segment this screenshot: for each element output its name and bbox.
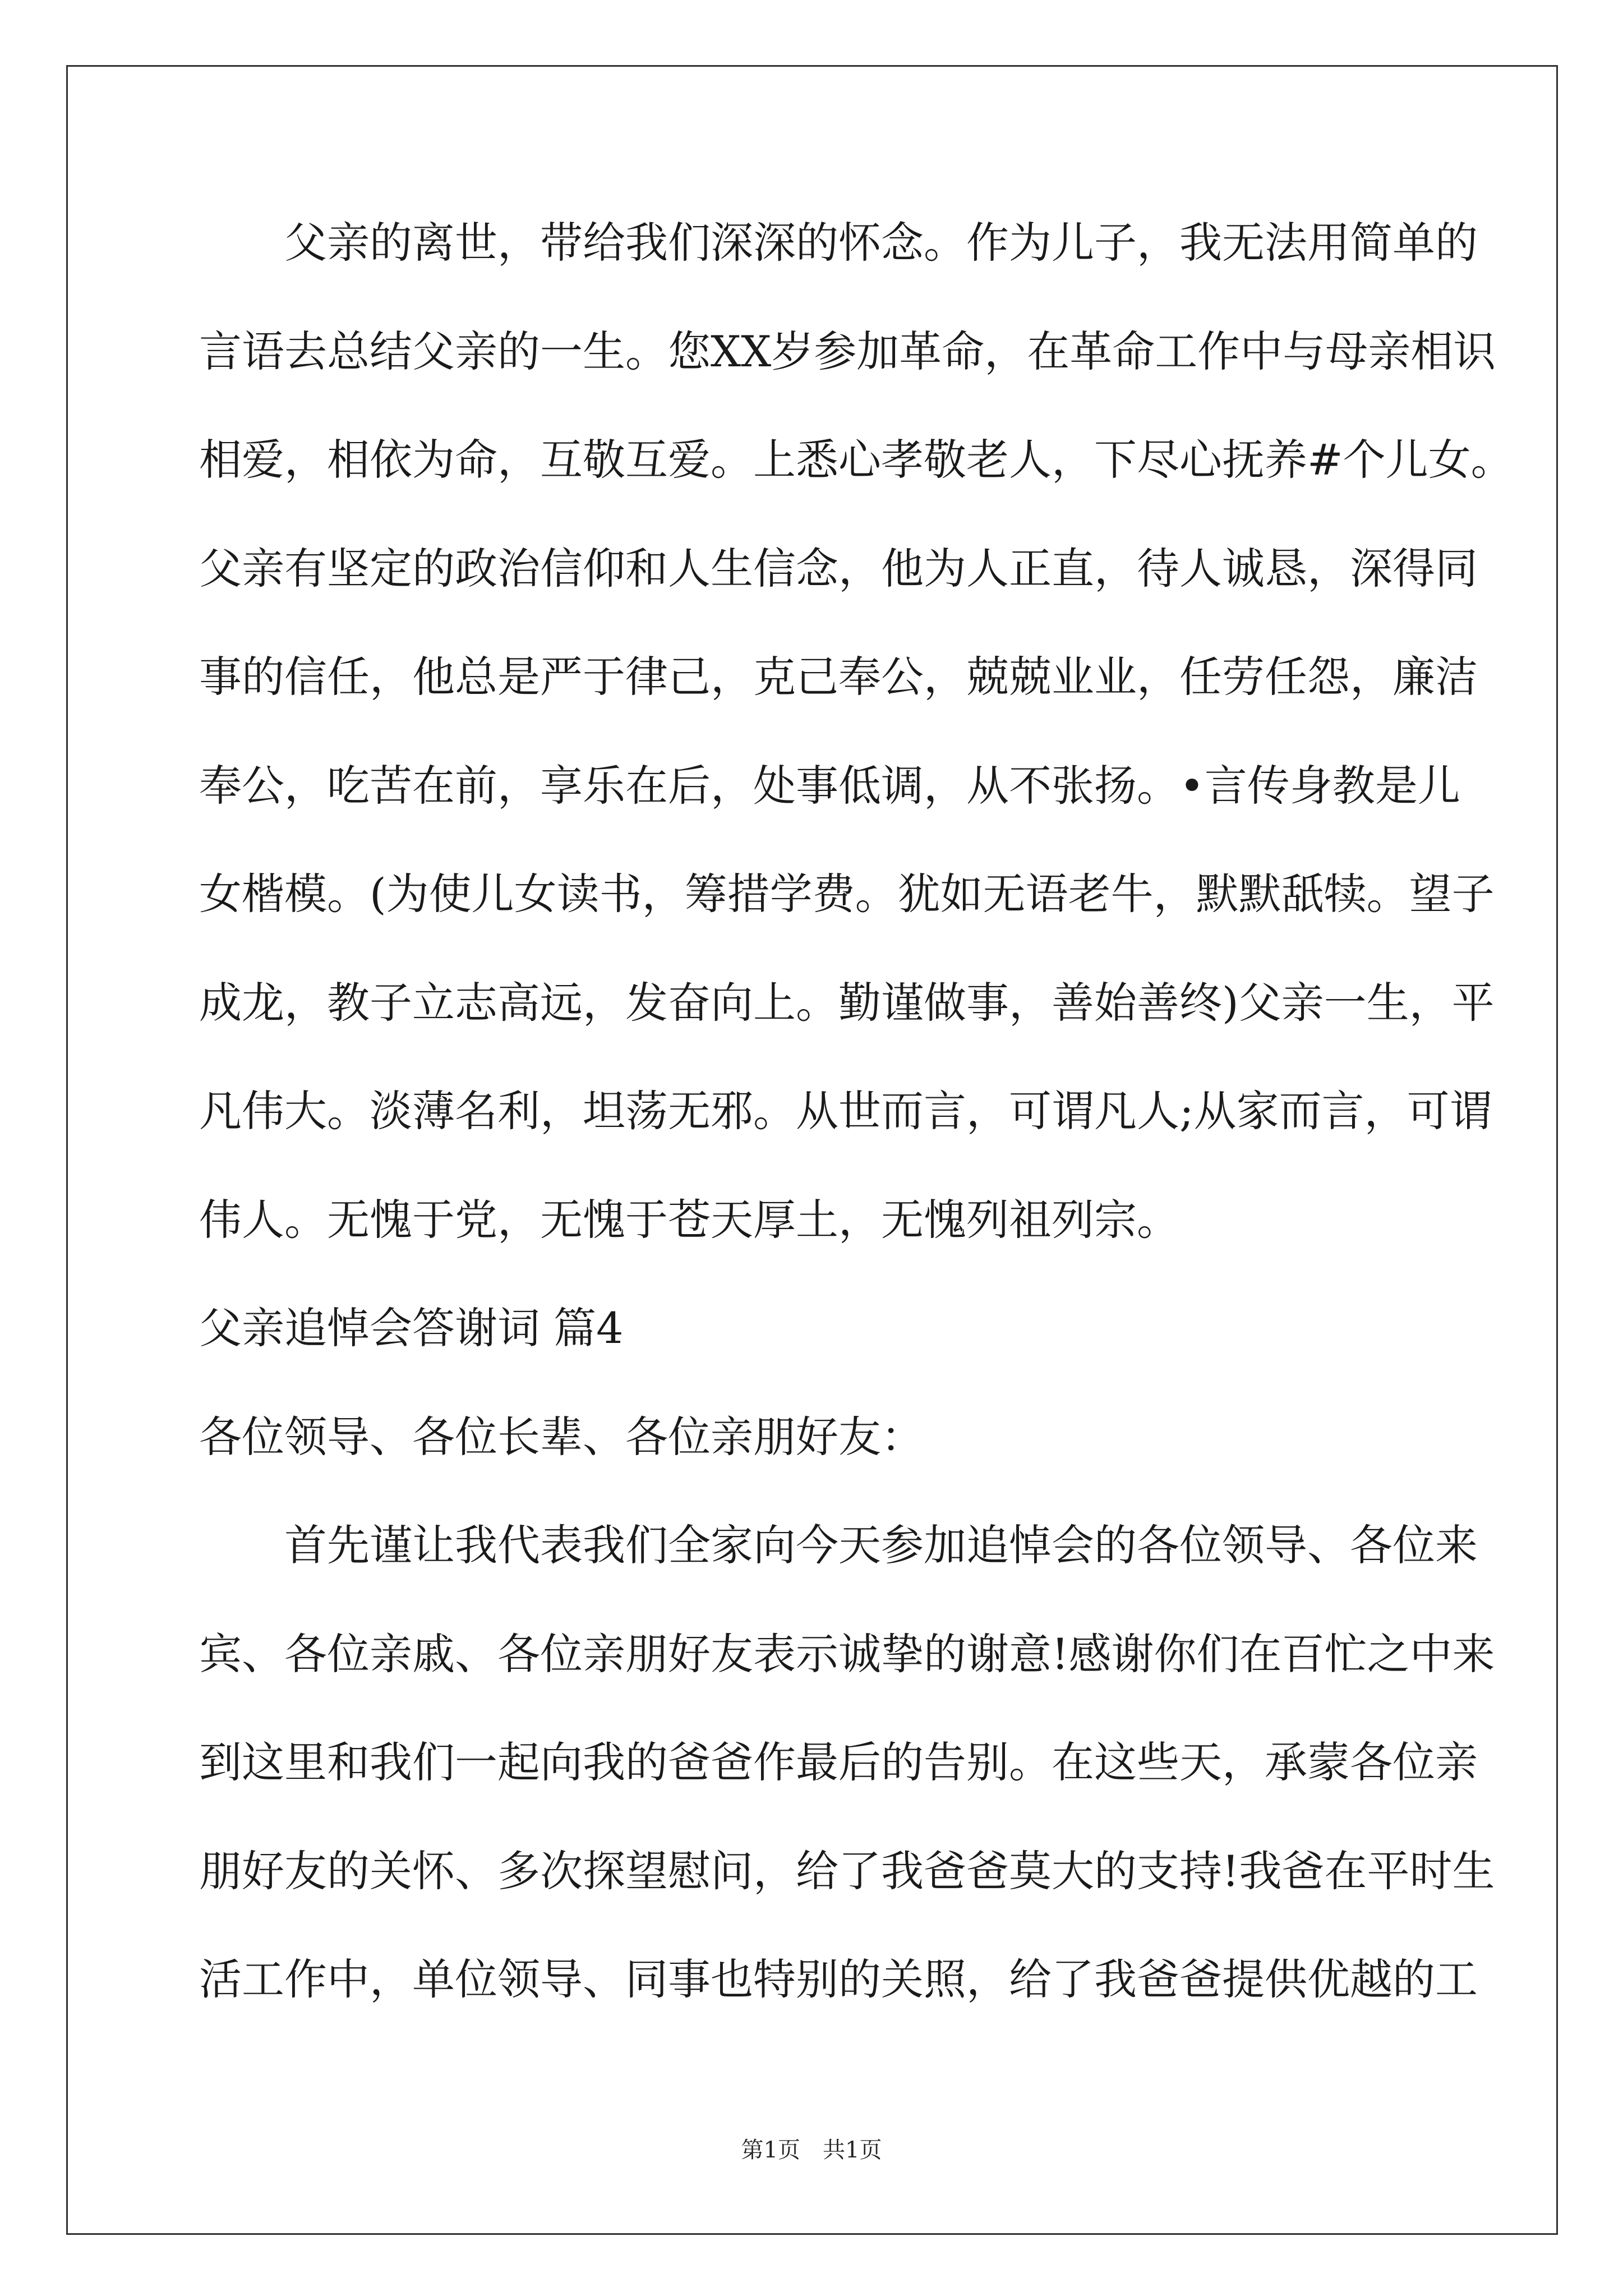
text-line: 成龙，教子立志高远，发奋向上。勤谨做事，善始善终)父亲一生，平 xyxy=(199,977,1495,1028)
text-line: 事的信任，他总是严于律己，克己奉公，兢兢业业，任劳任怨，廉洁 xyxy=(199,652,1478,702)
salutation: 各位领导、各位长辈、各位亲朋好友： xyxy=(199,1411,924,1462)
text-line: 奉公，吃苦在前，享乐在后，处事低调，从不张扬。•言传身教是儿 xyxy=(199,760,1460,811)
text-line: 凡伟大。淡薄名利，坦荡无邪。从世而言，可谓凡人;从家而言，可谓 xyxy=(199,1086,1492,1136)
text-line: 女楷模。(为使儿女读书，筹措学费。犹如无语老牛，默默舐犊。望子 xyxy=(199,869,1495,919)
text-line: 伟人。无愧于党，无愧于苍天厚土，无愧列祖列宗。 xyxy=(199,1194,1179,1245)
text-line: 朋好友的关怀、多次探望慰问，给了我爸爸莫大的支持!我爸在平时生 xyxy=(199,1846,1495,1896)
text-line: 活工作中，单位领导、同事也特别的关照，给了我爸爸提供优越的工 xyxy=(199,1954,1478,2004)
text-line: 宾、各位亲戚、各位亲朋好友表示诚挚的谢意!感谢你们在百忙之中来 xyxy=(199,1628,1495,1679)
page-number-footer: 第1页 共1页 xyxy=(741,2137,882,2163)
text-line: 首先谨让我代表我们全家向今天参加追悼会的各位领导、各位来 xyxy=(284,1520,1478,1570)
text-line: 言语去总结父亲的一生。您XX岁参加革命，在革命工作中与母亲相识 xyxy=(199,326,1496,376)
text-line: 父亲有坚定的政治信仰和人生信念，他为人正直，待人诚恳，深得同 xyxy=(199,543,1478,593)
text-line: 相爱，相依为命，互敬互爱。上悉心孝敬老人，下尽心抚养#个儿女。 xyxy=(199,435,1514,485)
document-body xyxy=(199,218,1514,2063)
text-line: 到这里和我们一起向我的爸爸作最后的告别。在这些天，承蒙各位亲 xyxy=(199,1737,1478,1787)
section-heading: 父亲追悼会答谢词 篇4 xyxy=(199,1303,624,1353)
text-line: 父亲的离世，带给我们深深的怀念。作为儿子，我无法用简单的 xyxy=(284,218,1478,268)
